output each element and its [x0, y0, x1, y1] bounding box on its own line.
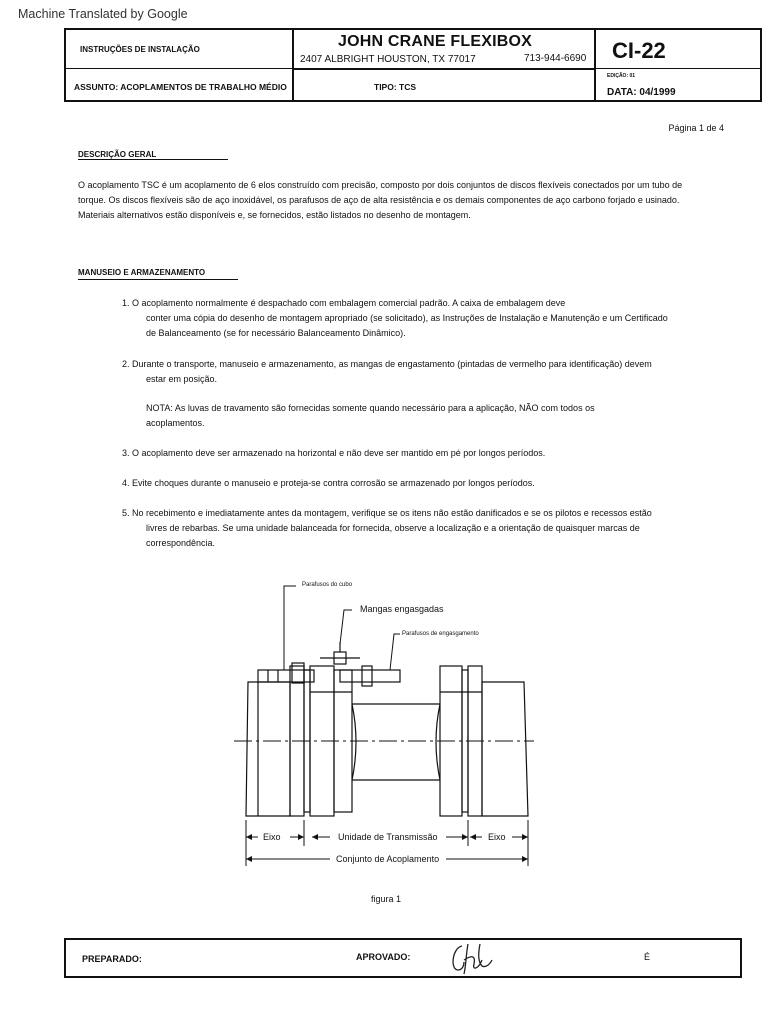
- note-line: NOTA: As luvas de travamento são fornecidas somente quando necessário para a aplicação, NÃO com todos os: [146, 403, 595, 413]
- shaft-left-label: Eixo: [263, 832, 281, 842]
- prepared-label: PREPARADO:: [82, 954, 142, 964]
- hub-bolts-label: Parafusos do cubo: [302, 582, 353, 588]
- footer-right-mark: É: [644, 952, 651, 962]
- heading-underline: [78, 279, 238, 280]
- item-line: 4. Evite choques durante o manuseio e proteja-se contra corrosão se armazenado por longos períodos.: [122, 478, 535, 488]
- general-line: O acoplamento TSC é um acoplamento de 6 elos construído com precisão, composto por dois conjuntos de discos flexíveis conectados por um tubo de: [78, 180, 683, 190]
- doc-code: CI-22: [612, 38, 666, 63]
- date-label: DATA: 04/1999: [607, 87, 676, 98]
- document-footer: [64, 938, 742, 978]
- approver-signature: [448, 940, 498, 978]
- coupling-assembly-label: Conjunto de Acoplamento: [336, 854, 440, 864]
- item-line: estar em posição.: [146, 374, 218, 384]
- header-divider: [594, 30, 596, 100]
- header-rule: [66, 68, 292, 69]
- handling-heading: MANUSEIO E ARMAZENAMENTO: [78, 268, 206, 277]
- item-line: 3. O acoplamento deve ser armazenado na horizontal e não deve ser mantido em pé por longos períodos.: [122, 448, 546, 458]
- transmission-unit-label: Unidade de Transmissão: [338, 832, 438, 842]
- company-address: 2407 ALBRIGHT HOUSTON, TX 77017: [300, 54, 476, 65]
- handling-item-4: [122, 476, 535, 491]
- document-header: [64, 28, 762, 102]
- header-rule: [292, 68, 594, 70]
- general-heading: DESCRIÇÃO GERAL: [78, 150, 157, 159]
- instructions-label: INSTRUÇÕES DE INSTALAÇÃO: [80, 45, 200, 54]
- crimp-bolts-label: Parafusos de engasgamento: [402, 631, 479, 637]
- handling-item-3: [122, 446, 545, 461]
- company-name: JOHN CRANE FLEXIBOX: [338, 33, 533, 50]
- item-line: 5. No recebimento e imediatamente antes da montagem, verifique se os itens não estão danificados e se os pilotos e recessos estão: [122, 508, 652, 518]
- subject-label: ASSUNTO: ACOPLAMENTOS DE TRABALHO MÉDIO: [74, 82, 287, 92]
- handling-item-2: [122, 357, 652, 387]
- heading-underline: [78, 159, 228, 160]
- item-line: 1. O acoplamento normalmente é despachado com embalagem comercial padrão. A caixa de embalagem deve: [122, 298, 566, 308]
- figure-caption: figura 1: [371, 894, 402, 904]
- handling-item-1: [122, 296, 668, 341]
- general-line: Materiais alternativos estão disponíveis e, se fornecidos, estão listados no desenho de montagem.: [78, 210, 471, 220]
- header-rule: [594, 68, 760, 69]
- note-line: acoplamentos.: [146, 418, 205, 428]
- general-description: [78, 178, 682, 223]
- item-line: conter uma cópia do desenho de montagem apropriado (se solicitado), as Instruções de Instalação e Manutenção e um Certificado: [146, 313, 668, 323]
- item-line: 2. Durante o transporte, manuseio e armazenamento, as mangas de engastamento (pintadas de vermelho para identificação) devem: [122, 359, 652, 369]
- edition-label: EDIÇÃO: 01: [607, 73, 636, 79]
- general-line: torque. Os discos flexíveis são de aço inoxidável, os parafusos de aço de alta resistência e os demais componentes de aço carbono forjado e usinado.: [78, 195, 680, 205]
- handling-item-5: [122, 506, 652, 551]
- type-label: TIPO: TCS: [374, 82, 417, 92]
- header-divider: [292, 30, 294, 100]
- item-line: de Balanceamento (se for necessário Balanceamento Dinâmico).: [146, 328, 406, 338]
- company-phone: 713-944-6690: [524, 53, 587, 64]
- machine-translated-banner: Machine Translated by Google: [18, 7, 188, 21]
- item-line: livres de rebarbas. Se uma unidade balanceada for fornecida, observe a localização e a orientação de quaisquer marcas de: [146, 523, 640, 533]
- handling-note: [146, 401, 595, 431]
- shaft-right-label: Eixo: [488, 832, 506, 842]
- approved-label: APROVADO:: [356, 952, 411, 962]
- page-number: Página 1 de 4: [668, 123, 724, 133]
- item-line: correspondência.: [146, 538, 216, 548]
- crimp-sleeves-label: Mangas engasgadas: [360, 604, 444, 614]
